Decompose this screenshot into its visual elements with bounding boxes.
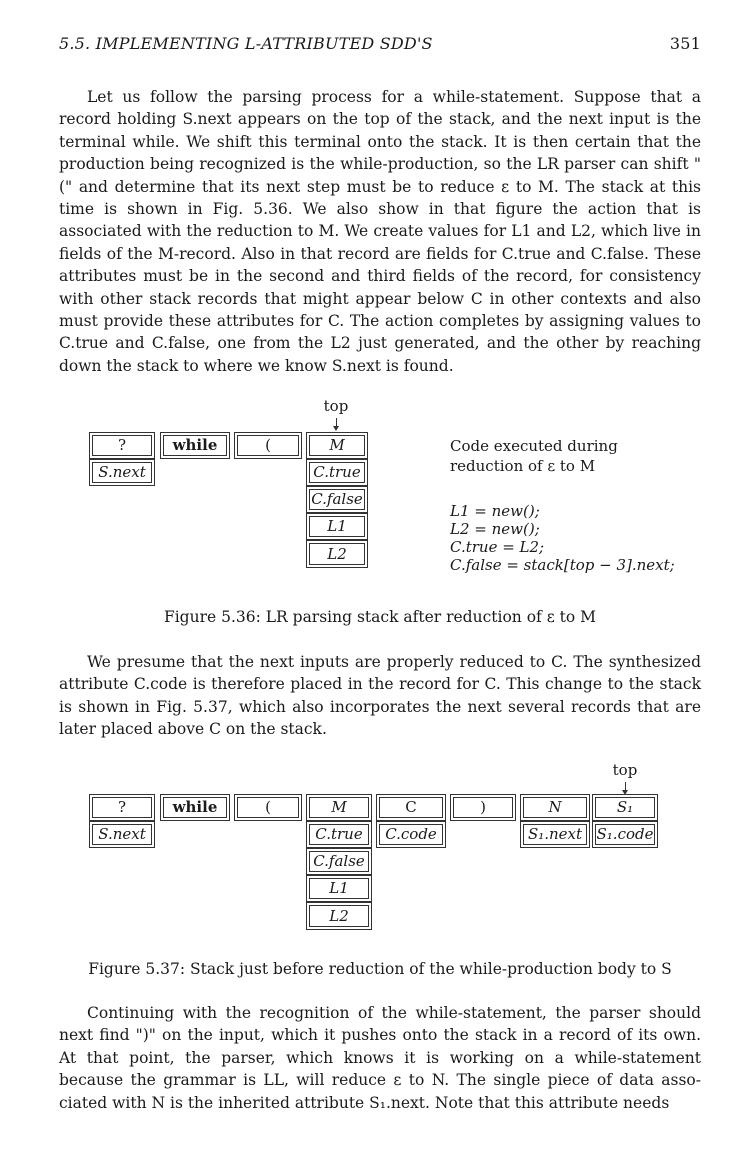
section-title: 5.5. IMPLEMENTING L-ATTRIBUTED SDD'S	[59, 34, 433, 53]
stack-cell-c-false: C.false	[306, 848, 372, 875]
stack-cell-s-next: S.next	[89, 459, 155, 486]
stack-cell-while: while	[160, 432, 230, 459]
stack-cell-c: C	[376, 794, 446, 821]
stack-cell-m: M	[306, 432, 368, 459]
stack-cell-question: ?	[89, 432, 155, 459]
code-line-3: C.true = L2;	[450, 538, 545, 556]
stack-cell-l2: L2	[306, 540, 368, 568]
stack-cell-s-next: S.next	[89, 821, 155, 848]
code-line-2: L2 = new();	[450, 520, 540, 538]
running-head	[59, 34, 701, 53]
stack-cell-l1: L1	[306, 875, 372, 902]
side-title-line-2: reduction of ε to M	[450, 457, 596, 475]
stack-cell-c-true: C.true	[306, 459, 368, 486]
code-line-1: L1 = new();	[450, 502, 540, 520]
top-arrow	[625, 782, 626, 792]
stack-cell-m: M	[306, 794, 372, 821]
top-arrow	[336, 418, 337, 428]
top-label: top	[612, 761, 638, 779]
side-title-line-1: Code executed during	[450, 437, 618, 455]
figure-5-37-caption: Figure 5.37: Stack just before reduction of the while-production body to S	[88, 960, 672, 978]
stack-cell-s1-code: S₁.code	[592, 821, 658, 848]
stack-cell-l2: L2	[306, 902, 372, 930]
paragraph-3: Continuing with the recognition of the while-statement, the parser should next find ")" on the input, which it pushes onto the stack in a record of its own. At that point, the parser, which knows it is working on a while-statement because the grammar is LL, will reduce ε to N. The single piece of data asso-ciated with N is the inherited attribute S₁.next. Note that this attribute needs	[59, 1004, 701, 1112]
paragraph-1: Let us follow the parsing process for a while-statement. Suppose that a record holding S.next appears on the top of the stack, and the next input is the terminal while. We shift this terminal onto the stack. It is then certain that the production being recognized is the while-production, so the LR parser can shift "(" and determine that its next step must be to reduce ε to M. The stack at this time is shown in Fig. 5.36. We also show in that figure the action that is associated with the reduction to M. We create values for L1 and L2, which live in fields of the M-record. Also in that record are fields for C.true and C.false. These attributes must be in the second and third fields of the record, for consistency with other stack records that might appear below C in other contexts and also must provide these attributes for C. The action completes by assigning values to C.true and C.false, one from the L2 just generated, and the other by reaching down the stack to where we know S.next is found.	[59, 88, 701, 375]
stack-cell-lparen: (	[234, 794, 302, 821]
stack-cell-n: N	[520, 794, 590, 821]
paragraph-2: We presume that the next inputs are properly reduced to C. The synthesized attribute C.code is therefore placed in the record for C. This change to the stack is shown in Fig. 5.37, which also incorporates the next several records that are later placed above C on the stack.	[59, 653, 701, 739]
stack-cell-c-false: C.false	[306, 486, 368, 513]
stack-cell-rparen: )	[450, 794, 516, 821]
stack-cell-while: while	[160, 794, 230, 821]
figure-5-36-caption: Figure 5.36: LR parsing stack after reduction of ε to M	[163, 608, 597, 626]
stack-cell-lparen: (	[234, 432, 302, 459]
page-number: 351	[669, 34, 701, 53]
stack-cell-l1: L1	[306, 513, 368, 540]
code-line-4: C.false = stack[top − 3].next;	[450, 556, 675, 574]
stack-cell-question: ?	[89, 794, 155, 821]
stack-cell-c-true: C.true	[306, 821, 372, 848]
stack-cell-s1: S₁	[592, 794, 658, 821]
top-label: top	[323, 397, 349, 415]
stack-cell-s1-next: S₁.next	[520, 821, 590, 848]
stack-cell-c-code: C.code	[376, 821, 446, 848]
